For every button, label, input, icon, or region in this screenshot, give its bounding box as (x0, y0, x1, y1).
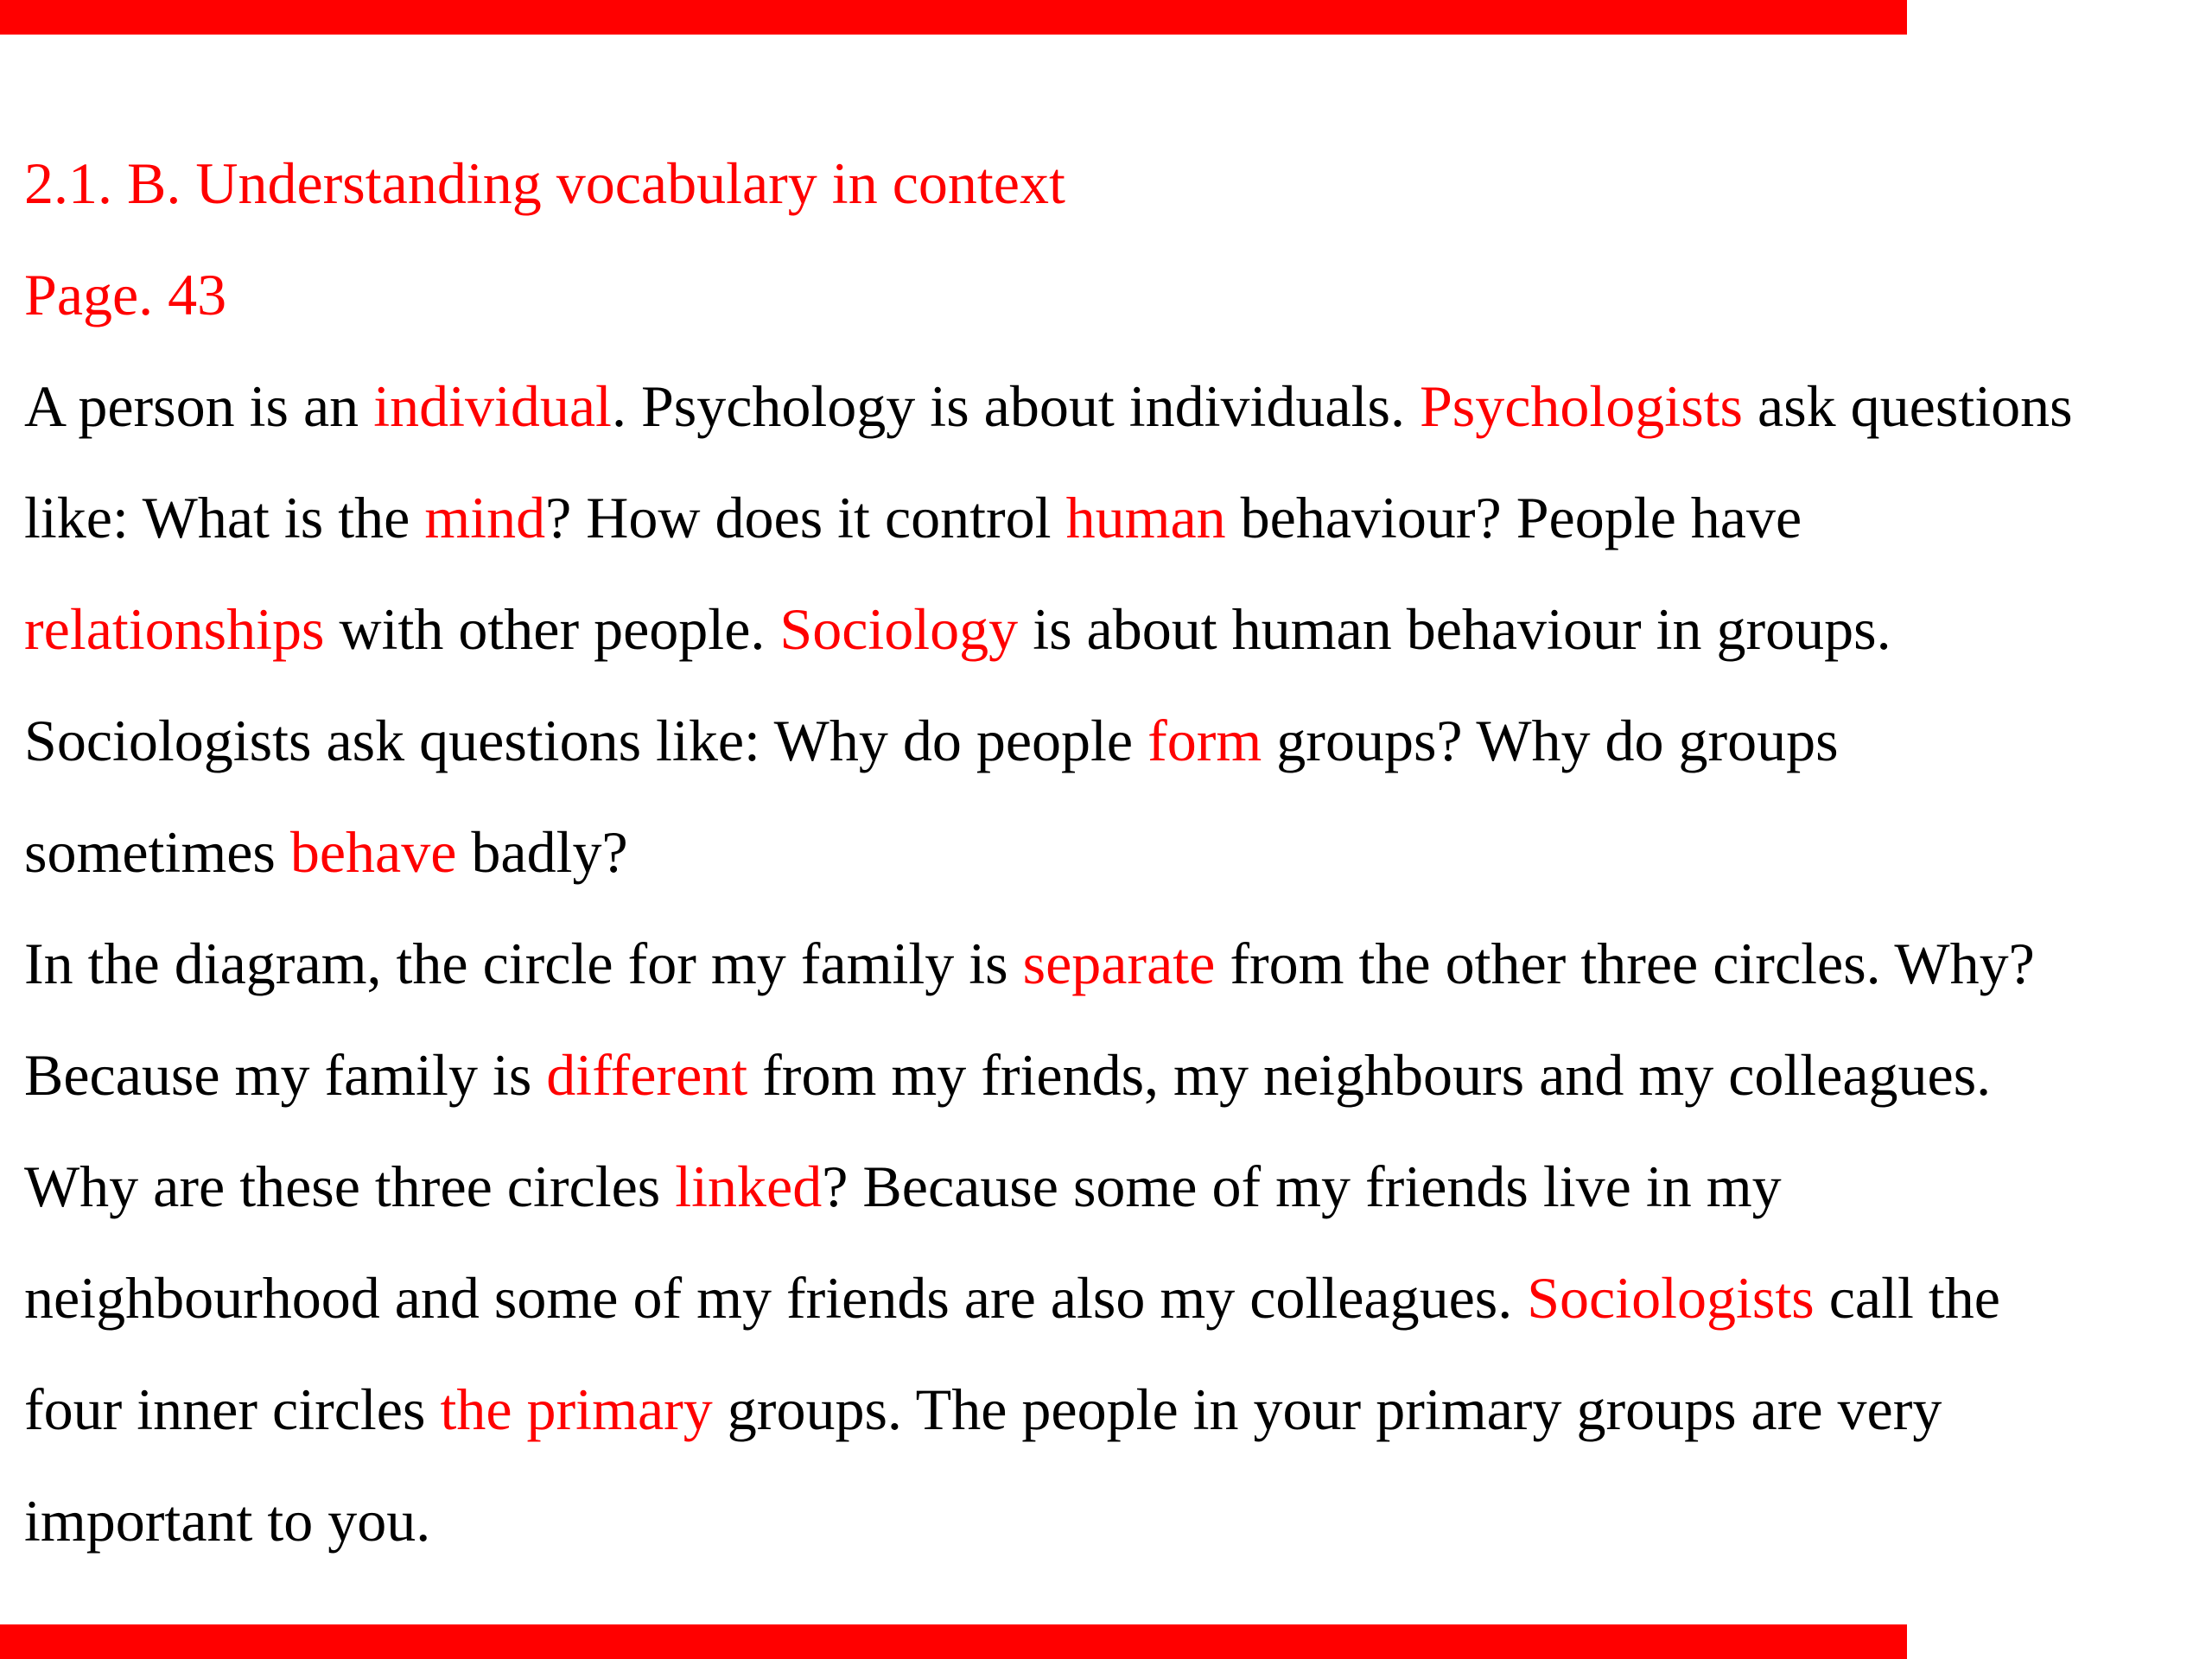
body-text: like: What is the (24, 485, 425, 550)
body-text: call the (1814, 1265, 2000, 1331)
body-text: A person is an (24, 373, 374, 439)
body-line (24, 351, 2202, 462)
body-text: sometimes (24, 819, 290, 885)
body-text: neighbourhood and some of my friends are also my colleagues. (24, 1265, 1528, 1331)
highlighted-vocabulary-text: separate (1022, 931, 1216, 996)
body-text: ask questions (1743, 373, 2073, 439)
body-text: behaviour? People have (1225, 485, 1802, 550)
highlighted-vocabulary-text: mind (424, 485, 546, 550)
body-text: four inner circles (24, 1376, 441, 1442)
section-heading (24, 128, 2202, 239)
body-text: . Psychology is about individuals. (611, 373, 1420, 439)
highlighted-vocabulary-text: Sociologists (1527, 1265, 1815, 1331)
body-line (24, 1465, 2202, 1577)
top-red-accent-bar (0, 0, 1907, 35)
body-line (24, 1131, 2202, 1243)
text-block (24, 128, 2202, 1577)
body-text: groups? Why do groups (1262, 708, 1839, 773)
body-text: from the other three circles. Why? (1215, 931, 2035, 996)
highlighted-vocabulary-text: linked (675, 1154, 823, 1219)
page-number (24, 239, 2202, 351)
body-line (24, 797, 2202, 908)
highlighted-vocabulary-text: behave (289, 819, 457, 885)
body-text: ? How does it control (545, 485, 1066, 550)
highlighted-vocabulary-text: relationships (24, 596, 325, 662)
body-line (24, 685, 2202, 797)
highlighted-vocabulary-text: Page. 43 (24, 262, 227, 327)
body-text: Because my family is (24, 1042, 547, 1108)
body-text: from my friends, my neighbours and my colleagues. (747, 1042, 1992, 1108)
body-line (24, 908, 2202, 1020)
body-line (24, 1354, 2202, 1465)
body-text: is about human behaviour in groups. (1018, 596, 1891, 662)
body-text: important to you. (24, 1488, 431, 1554)
highlighted-vocabulary-text: different (546, 1042, 748, 1108)
body-line (24, 462, 2202, 574)
highlighted-vocabulary-text: Sociology (779, 596, 1019, 662)
highlighted-vocabulary-text: form (1147, 708, 1262, 773)
body-line (24, 574, 2202, 685)
bottom-red-accent-bar (0, 1624, 1907, 1659)
highlighted-vocabulary-text: 2.1. B. Understanding vocabulary in context (24, 150, 1065, 216)
body-text: In the diagram, the circle for my family is (24, 931, 1023, 996)
highlighted-vocabulary-text: Psychologists (1419, 373, 1744, 439)
body-text: groups. The people in your primary groups are very (712, 1376, 1942, 1442)
body-line (24, 1243, 2202, 1354)
body-line (24, 1020, 2202, 1131)
body-text: ? Because some of my friends live in my (822, 1154, 1782, 1219)
body-text: badly? (456, 819, 628, 885)
body-text: Sociologists ask questions like: Why do people (24, 708, 1148, 773)
body-text: Why are these three circles (24, 1154, 676, 1219)
highlighted-vocabulary-text: human (1065, 485, 1226, 550)
body-text: with other people. (324, 596, 780, 662)
highlighted-vocabulary-text: the primary (440, 1376, 713, 1442)
highlighted-vocabulary-text: individual (373, 373, 612, 439)
